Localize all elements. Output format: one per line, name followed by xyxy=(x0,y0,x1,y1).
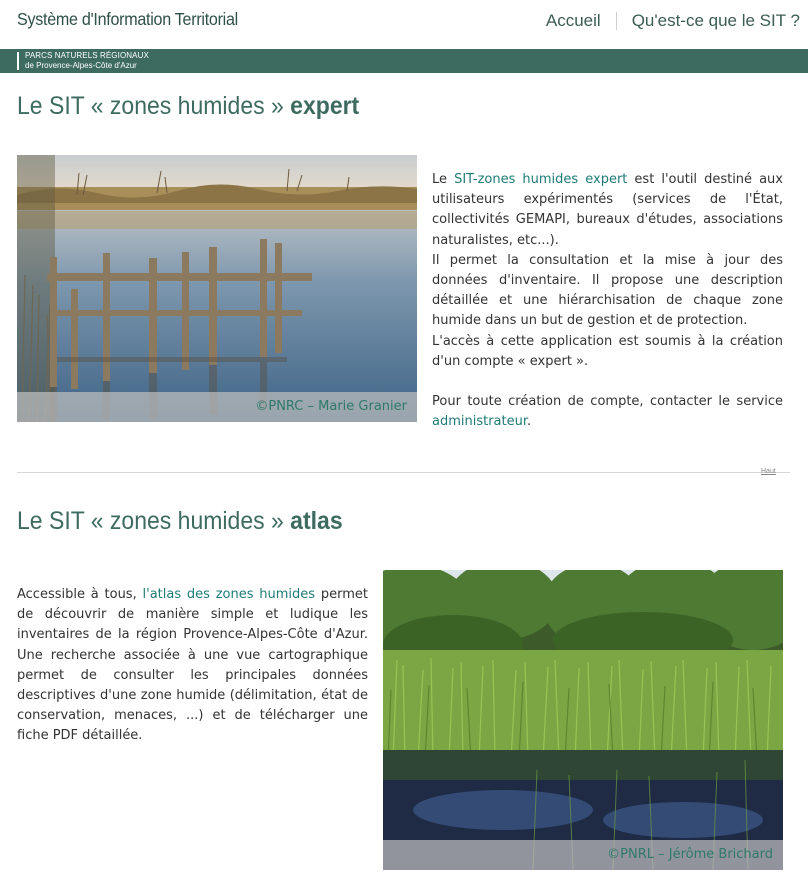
atlas-heading xyxy=(17,507,343,536)
expert-heading-bold: expert xyxy=(290,92,360,120)
atlas-paragraph xyxy=(17,585,368,747)
section-divider xyxy=(17,472,790,473)
atlas-link[interactable]: l'atlas des zones humides xyxy=(142,587,316,602)
expert-paragraph-4 xyxy=(432,392,783,432)
atlas-text xyxy=(17,585,368,747)
expert-photo xyxy=(17,155,417,422)
top-nav xyxy=(546,11,800,31)
atlas-p-after: permet de découvrir de manière simple et ludique les inventaires de la région Provence-Alpes-Côte d'Azur. Une recherche associée à une vue cartographique permet de consulter les principales données descriptives d'une zone humide (délimitation, état de conservation, menaces, ...) et de télécharger une fiche PDF détaillée. xyxy=(17,587,368,744)
nav-accueil[interactable]: Accueil xyxy=(545,11,601,30)
back-to-top-link[interactable]: Haut xyxy=(761,468,776,475)
atlas-heading-bold: atlas xyxy=(290,507,343,535)
atlas-photo xyxy=(383,570,783,870)
expert-photo-caption: ©PNRC – Marie Granier xyxy=(17,392,417,422)
expert-p4-after: . xyxy=(527,414,532,430)
atlas-photo-caption: ©PNRL – Jérôme Brichard xyxy=(383,840,783,870)
banner-line2: de Provence-Alpes-Côte d'Azur xyxy=(25,61,137,70)
sit-expert-link[interactable]: SIT-zones humides expert xyxy=(454,172,628,187)
expert-p4-before: Pour toute création de compte, contacter le service xyxy=(432,394,783,410)
marsh-image xyxy=(383,570,783,870)
expert-p1-after: est l'outil destiné aux utilisateurs expérimentés (services de l'État, collectivités GEMAPI, bureaux d'études, associations naturalistes, etc...). xyxy=(432,172,783,248)
expert-paragraph-1 xyxy=(432,170,783,251)
administrateur-link[interactable]: administrateur xyxy=(432,414,528,430)
banner-line1: PARCS NATURELS RÉGIONAUX xyxy=(25,51,149,60)
lake-fence-image xyxy=(17,155,417,422)
expert-paragraph-2: Il permet la consultation et la mise à jour des données d'inventaire. Il propose une description détaillée et une hiérarchisation de chaque zone humide dans un but de gestion et de protection. xyxy=(432,252,783,329)
atlas-p-before: Accessible à tous, xyxy=(17,587,143,602)
atlas-heading-plain: Le SIT « zones humides » xyxy=(17,507,291,535)
nav-divider xyxy=(616,12,617,30)
parcs-banner[interactable] xyxy=(0,49,808,73)
site-title[interactable]: Système d'Information Territorial xyxy=(17,9,238,29)
expert-p1-before: Le xyxy=(432,172,455,187)
expert-heading-plain: Le SIT « zones humides » xyxy=(17,92,291,120)
nav-quest-ce-que-le-sit[interactable]: Qu'est-ce que le SIT ? xyxy=(631,11,800,30)
expert-text xyxy=(432,170,783,432)
expert-paragraph-3: L'accès à cette application est soumis à la création d'un compte « expert ». xyxy=(432,333,783,369)
expert-heading xyxy=(17,92,359,121)
banner-bar xyxy=(17,52,19,70)
